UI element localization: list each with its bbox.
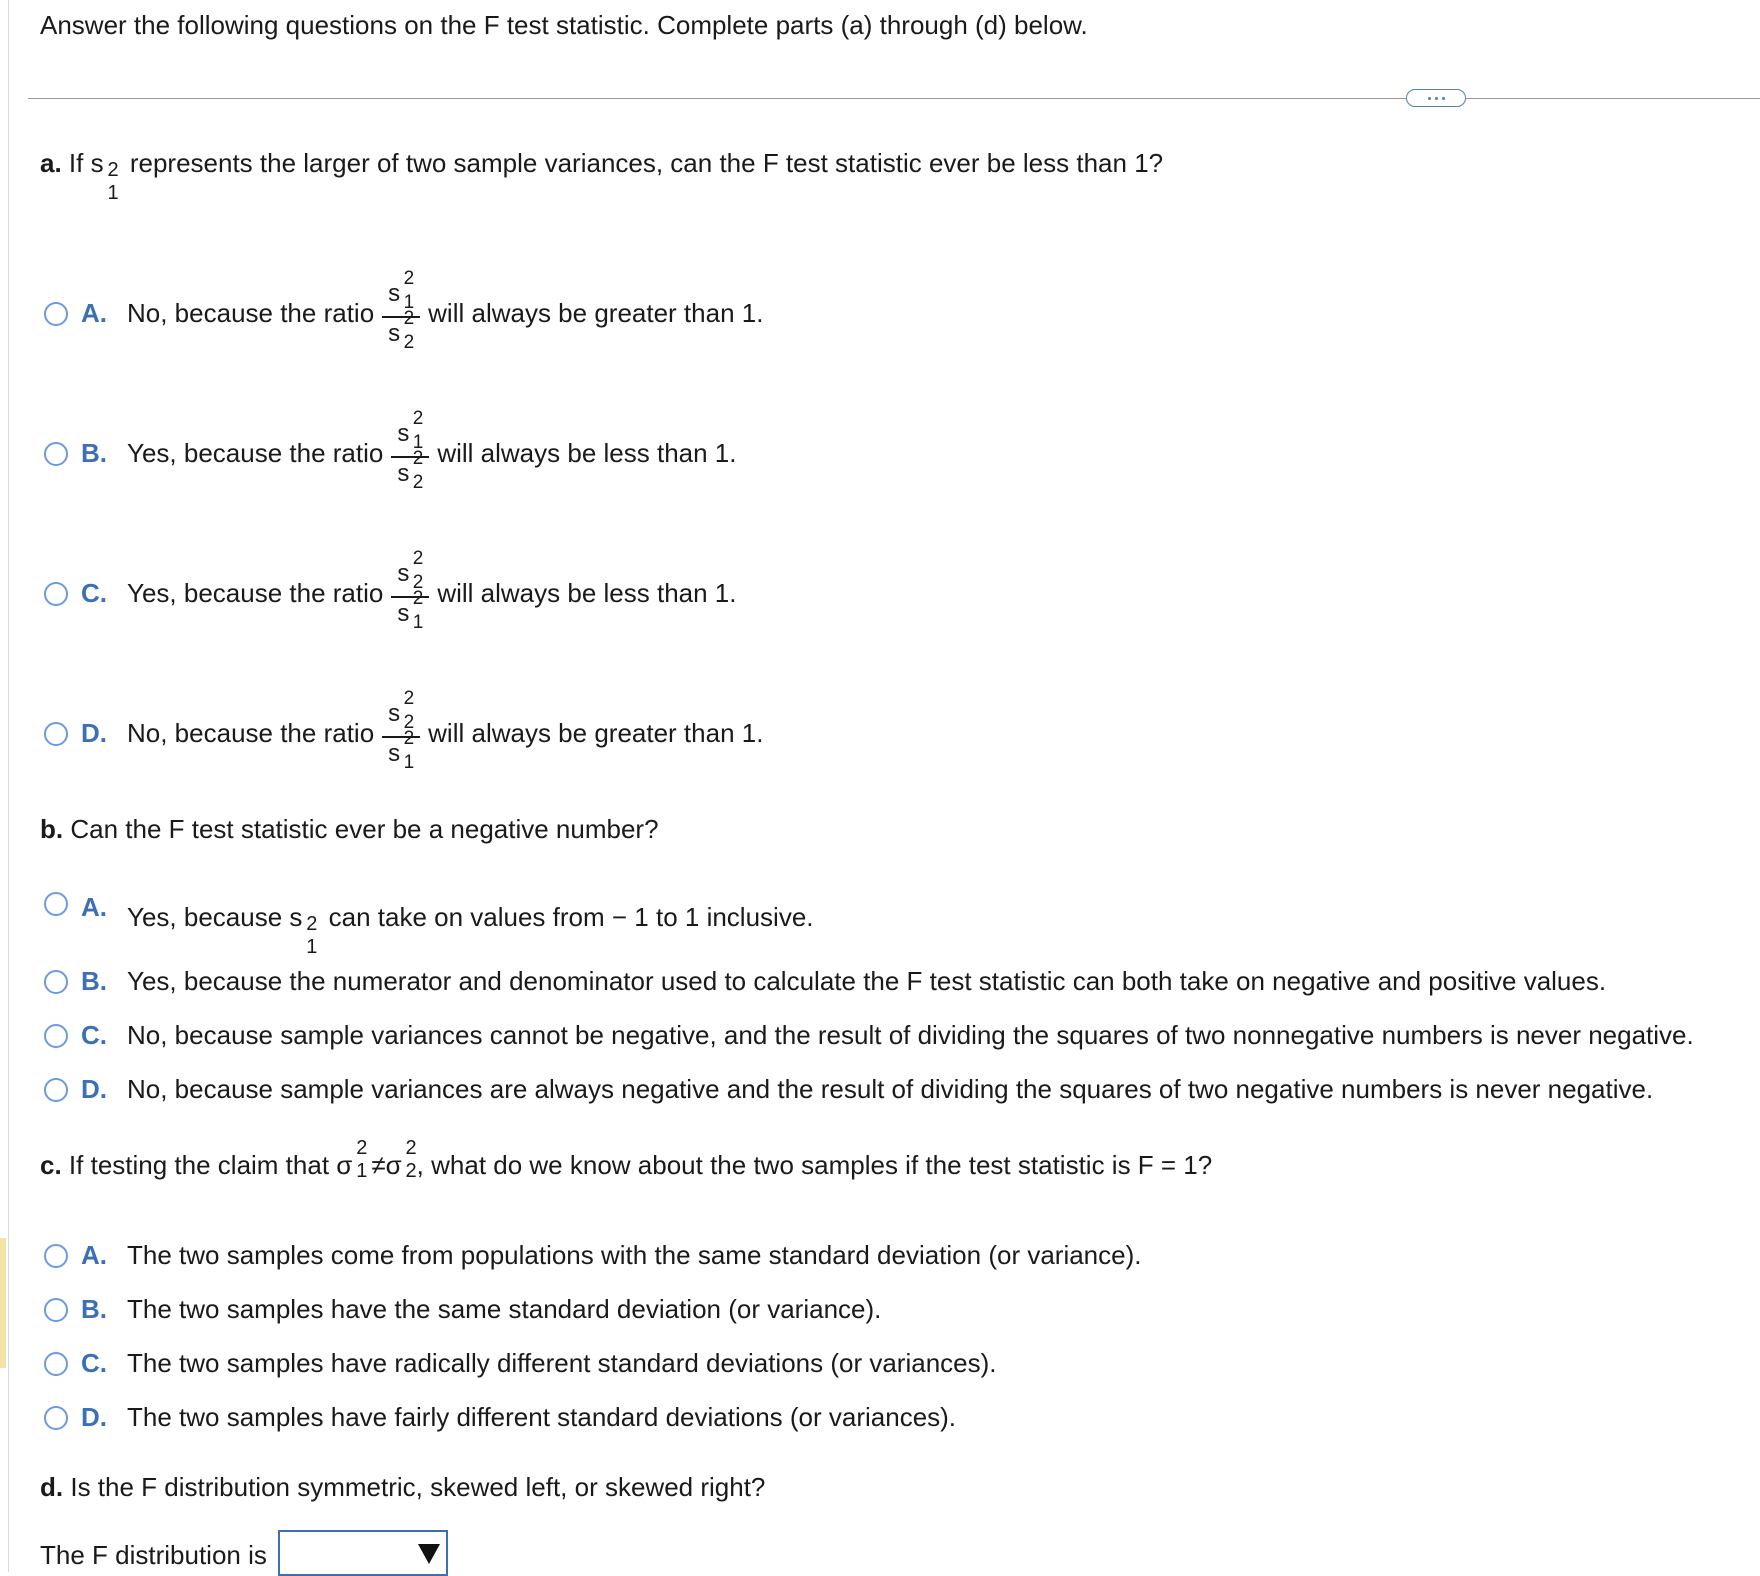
radio-button[interactable] xyxy=(44,892,68,916)
radio-button[interactable] xyxy=(44,1024,68,1048)
left-border xyxy=(8,0,9,1572)
part-a-label: a. xyxy=(40,148,62,178)
part-a-question: a. If s 2 1 represents the larger of two sample variances, can the F test statistic ever be less than 1? xyxy=(40,148,1164,204)
part-a-option-c[interactable]: C. Yes, because the ratio s 2 2 s 2 1 will always be less than 1. xyxy=(44,562,736,626)
ratio-fraction: s 2 2 s 2 1 xyxy=(391,562,429,626)
ratio-fraction: s 2 1 s 2 2 xyxy=(382,282,420,346)
ratio-fraction: s 2 2 s 2 1 xyxy=(382,702,420,766)
more-dot-icon xyxy=(1442,97,1445,100)
left-highlight-marker xyxy=(0,1238,6,1368)
part-d-label: d. xyxy=(40,1472,64,1502)
part-a-option-a[interactable]: A. No, because the ratio s 2 1 s 2 2 will always be greater than 1. xyxy=(44,282,763,346)
part-b-option-b[interactable]: B. Yes, because the numerator and denominator used to calculate the F test statistic can both take on negative and positive values. xyxy=(44,966,1606,997)
part-c-option-c[interactable]: C. The two samples have radically different standard deviations (or variances). xyxy=(44,1348,997,1379)
radio-button[interactable] xyxy=(44,1244,68,1268)
answer-label: The F distribution is xyxy=(40,1540,267,1570)
part-a-option-d[interactable]: D. No, because the ratio s 2 2 s 2 1 will always be greater than 1. xyxy=(44,702,763,766)
part-d-question: d. Is the F distribution symmetric, skewed left, or skewed right? xyxy=(40,1472,766,1502)
radio-button[interactable] xyxy=(44,1352,68,1376)
part-b-label: b. xyxy=(40,814,64,844)
part-c-option-a[interactable]: A. The two samples come from populations with the same standard deviation (or variance). xyxy=(44,1240,1141,1271)
part-b-option-c[interactable]: C. No, because sample variances cannot be negative, and the result of dividing the squares of two nonnegative numbers is never negative. xyxy=(44,1020,1694,1051)
ratio-fraction: s 2 1 s 2 2 xyxy=(391,422,429,486)
radio-button[interactable] xyxy=(44,582,68,606)
distribution-shape-select[interactable] xyxy=(278,1530,448,1576)
dropdown-arrow-icon[interactable] xyxy=(418,1544,440,1564)
part-c-question: c. If testing the claim that σ 2 1 ≠σ 2 2 , what do we know about the two samples if the test statistic is F = 1? xyxy=(40,1137,1213,1182)
part-a-option-b[interactable]: B. Yes, because the ratio s 2 1 s 2 2 will always be less than 1. xyxy=(44,422,736,486)
part-b-question: b. Can the F test statistic ever be a negative number? xyxy=(40,814,659,844)
part-c-option-b[interactable]: B. The two samples have the same standard deviation (or variance). xyxy=(44,1294,881,1325)
radio-button[interactable] xyxy=(44,1078,68,1102)
part-b-option-a[interactable]: A. Yes, because s 2 1 can take on values from − 1 to 1 inclusive. xyxy=(44,892,814,933)
radio-button[interactable] xyxy=(44,1406,68,1430)
instructions-text: Answer the following questions on the F test statistic. Complete parts (a) through (d) below. xyxy=(40,10,1088,40)
radio-button[interactable] xyxy=(44,442,68,466)
more-dot-icon xyxy=(1428,97,1431,100)
radio-button[interactable] xyxy=(44,1298,68,1322)
radio-button[interactable] xyxy=(44,302,68,326)
more-dot-icon xyxy=(1435,97,1438,100)
radio-button[interactable] xyxy=(44,970,68,994)
part-c-label: c. xyxy=(40,1150,62,1180)
more-options-button[interactable] xyxy=(1406,89,1466,107)
part-c-option-d[interactable]: D. The two samples have fairly different standard deviations (or variances). xyxy=(44,1402,956,1433)
radio-button[interactable] xyxy=(44,722,68,746)
section-divider xyxy=(28,98,1760,99)
part-b-option-d[interactable]: D. No, because sample variances are always negative and the result of dividing the squares of two negative numbers is never negative. xyxy=(44,1074,1653,1105)
